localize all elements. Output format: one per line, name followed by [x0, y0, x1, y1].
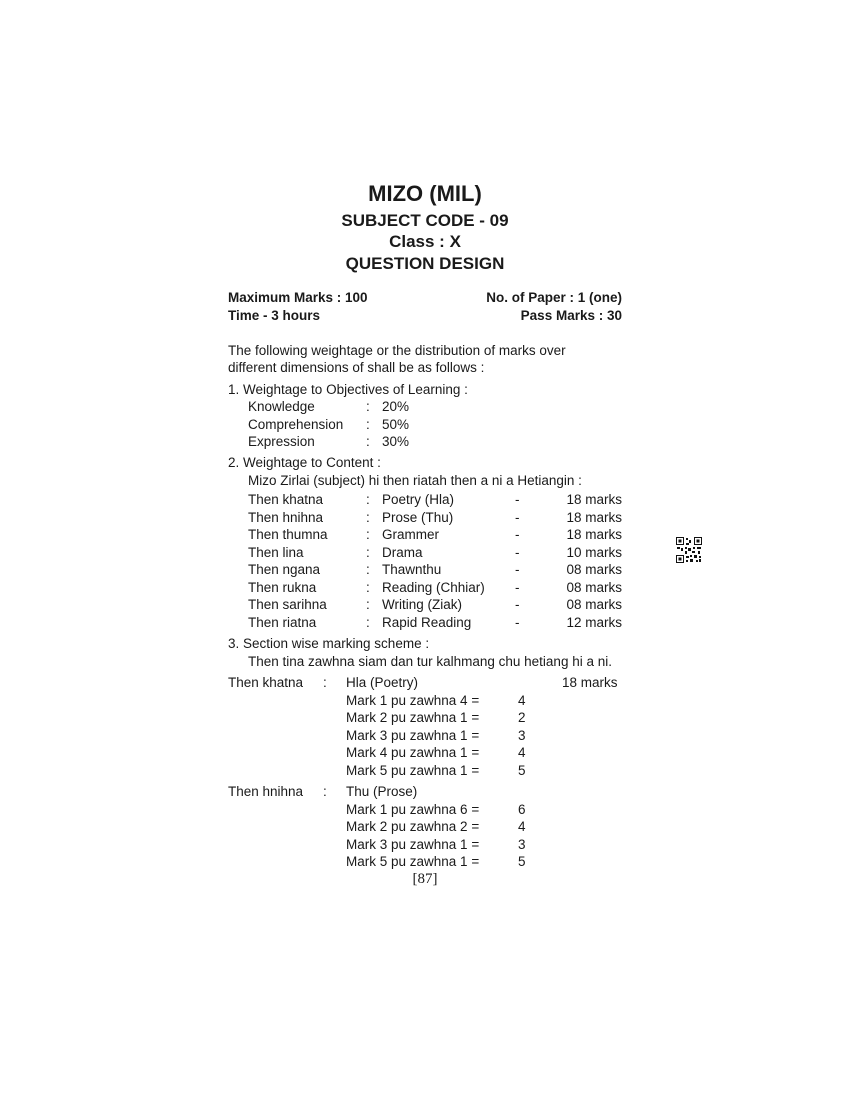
separator-dash: -	[515, 615, 520, 630]
objective-row	[248, 398, 622, 415]
marking-text: Mark 3 pu zawhna 1 =	[346, 837, 480, 852]
marking-text: Mark 1 pu zawhna 6 =	[346, 802, 480, 817]
block-1-title: Hla (Poetry)	[346, 675, 419, 690]
content-topic: Drama	[382, 545, 423, 560]
intro-line-2: different dimensions of shall be as follows :	[228, 360, 485, 375]
marking-text: Mark 5 pu zawhna 1 =	[346, 763, 480, 778]
marking-text: Mark 2 pu zawhna 2 =	[346, 819, 480, 834]
content-unit: Then sarihna	[248, 597, 327, 612]
max-marks: Maximum Marks : 100	[228, 290, 368, 305]
marking-value: 4	[518, 693, 526, 708]
content-topic: Thawnthu	[382, 562, 442, 577]
content-topic: Reading (Chhiar)	[382, 580, 485, 595]
marking-value: 6	[518, 802, 526, 817]
content-row	[248, 491, 622, 508]
separator-dash: -	[515, 580, 520, 595]
content-unit: Then khatna	[248, 492, 324, 507]
content-unit: Then rukna	[248, 580, 317, 595]
separator-colon: :	[366, 562, 370, 577]
marking-text: Mark 3 pu zawhna 1 =	[346, 728, 480, 743]
objective-value: 50%	[382, 417, 410, 432]
separator-dash: -	[515, 492, 520, 507]
question-design-heading: QUESTION DESIGN	[345, 254, 505, 273]
content-row	[248, 509, 622, 526]
content-row	[248, 579, 622, 596]
marking-text: Mark 4 pu zawhna 1 =	[346, 745, 480, 760]
content-unit: Then riatna	[248, 615, 317, 630]
separator-dash: -	[515, 510, 520, 525]
content-topic: Poetry (Hla)	[382, 492, 455, 507]
content-topic: Prose (Thu)	[382, 510, 454, 525]
separator-dash: -	[515, 545, 520, 560]
block-1-label: Then khatna	[228, 675, 304, 690]
marking-text: Mark 1 pu zawhna 4 =	[346, 693, 480, 708]
marking-row	[346, 709, 626, 726]
page-number: [87]	[412, 871, 438, 887]
marking-value: 5	[518, 854, 526, 869]
objective-label: Knowledge	[248, 399, 315, 414]
no-of-paper: No. of Paper : 1 (one)	[486, 290, 622, 305]
meta-row-1	[228, 290, 622, 308]
marking-text: Mark 2 pu zawhna 1 =	[346, 710, 480, 725]
separator-colon: :	[366, 510, 370, 525]
marking-text: Mark 5 pu zawhna 1 =	[346, 854, 480, 869]
section-2-heading: 2. Weightage to Content :	[228, 455, 381, 470]
content-unit: Then thumna	[248, 527, 328, 542]
separator-dash: -	[515, 597, 520, 612]
marking-row	[346, 744, 626, 761]
meta-row-2	[228, 308, 622, 326]
content-topic: Grammer	[382, 527, 439, 542]
content-marks: 08 marks	[566, 562, 622, 577]
section-2-subheading: Mizo Zirlai (subject) hi then riatah then a ni a Hetiangin :	[248, 473, 582, 488]
objective-row	[248, 416, 622, 433]
marking-row	[346, 727, 626, 744]
separator-colon: :	[366, 417, 370, 432]
time-limit: Time - 3 hours	[228, 308, 321, 323]
marking-row	[346, 853, 626, 870]
separator-colon: :	[366, 580, 370, 595]
section-3-heading: 3. Section wise marking scheme :	[228, 636, 430, 651]
block-2-label: Then hnihna	[228, 784, 304, 799]
content-marks: 12 marks	[566, 615, 622, 630]
objective-value: 20%	[382, 399, 410, 414]
objective-label: Comprehension	[248, 417, 344, 432]
block-2-title: Thu (Prose)	[346, 784, 418, 799]
separator-colon: :	[323, 675, 327, 690]
separator-dash: -	[515, 562, 520, 577]
objective-value: 30%	[382, 434, 410, 449]
content-unit: Then ngana	[248, 562, 321, 577]
section-1-heading: 1. Weightage to Objectives of Learning :	[228, 382, 468, 397]
separator-colon: :	[366, 527, 370, 542]
content-row	[248, 544, 622, 561]
separator-colon: :	[366, 597, 370, 612]
marking-value: 3	[518, 837, 526, 852]
intro-line-1: The following weightage or the distribution of marks over	[228, 343, 566, 358]
separator-dash: -	[515, 527, 520, 542]
content-marks: 18 marks	[566, 510, 622, 525]
marking-value: 4	[518, 819, 526, 834]
pass-marks: Pass Marks : 30	[520, 308, 622, 323]
marking-row	[346, 692, 626, 709]
marking-value: 3	[518, 728, 526, 743]
subject-code: SUBJECT CODE - 09	[341, 211, 509, 230]
separator-colon: :	[366, 399, 370, 414]
section-3-subheading: Then tina zawhna siam dan tur kalhmang chu hetiang hi a ni.	[248, 654, 612, 669]
objective-row	[248, 433, 622, 450]
content-marks: 08 marks	[566, 580, 622, 595]
marking-row	[346, 762, 626, 779]
marking-value: 4	[518, 745, 526, 760]
content-topic: Writing (Ziak)	[382, 597, 463, 612]
separator-colon: :	[323, 784, 327, 799]
content-row	[248, 614, 622, 631]
separator-colon: :	[366, 492, 370, 507]
content-marks: 18 marks	[566, 492, 622, 507]
objective-label: Expression	[248, 434, 315, 449]
separator-colon: :	[366, 545, 370, 560]
marking-row	[346, 836, 626, 853]
marking-value: 5	[518, 763, 526, 778]
content-row	[248, 596, 622, 613]
content-unit: Then lina	[248, 545, 304, 560]
content-row	[248, 526, 622, 543]
content-row	[248, 561, 622, 578]
class-label: Class : X	[389, 232, 461, 251]
separator-colon: :	[366, 615, 370, 630]
page-title: MIZO (MIL)	[368, 181, 482, 206]
content-unit: Then hnihna	[248, 510, 324, 525]
block-1-total: 18 marks	[562, 675, 618, 690]
marking-value: 2	[518, 710, 526, 725]
marking-row	[346, 818, 626, 835]
content-marks: 08 marks	[566, 597, 622, 612]
content-topic: Rapid Reading	[382, 615, 472, 630]
separator-colon: :	[366, 434, 370, 449]
content-marks: 10 marks	[566, 545, 622, 560]
qr-code-icon	[676, 537, 702, 563]
marking-row	[346, 801, 626, 818]
content-marks: 18 marks	[566, 527, 622, 542]
